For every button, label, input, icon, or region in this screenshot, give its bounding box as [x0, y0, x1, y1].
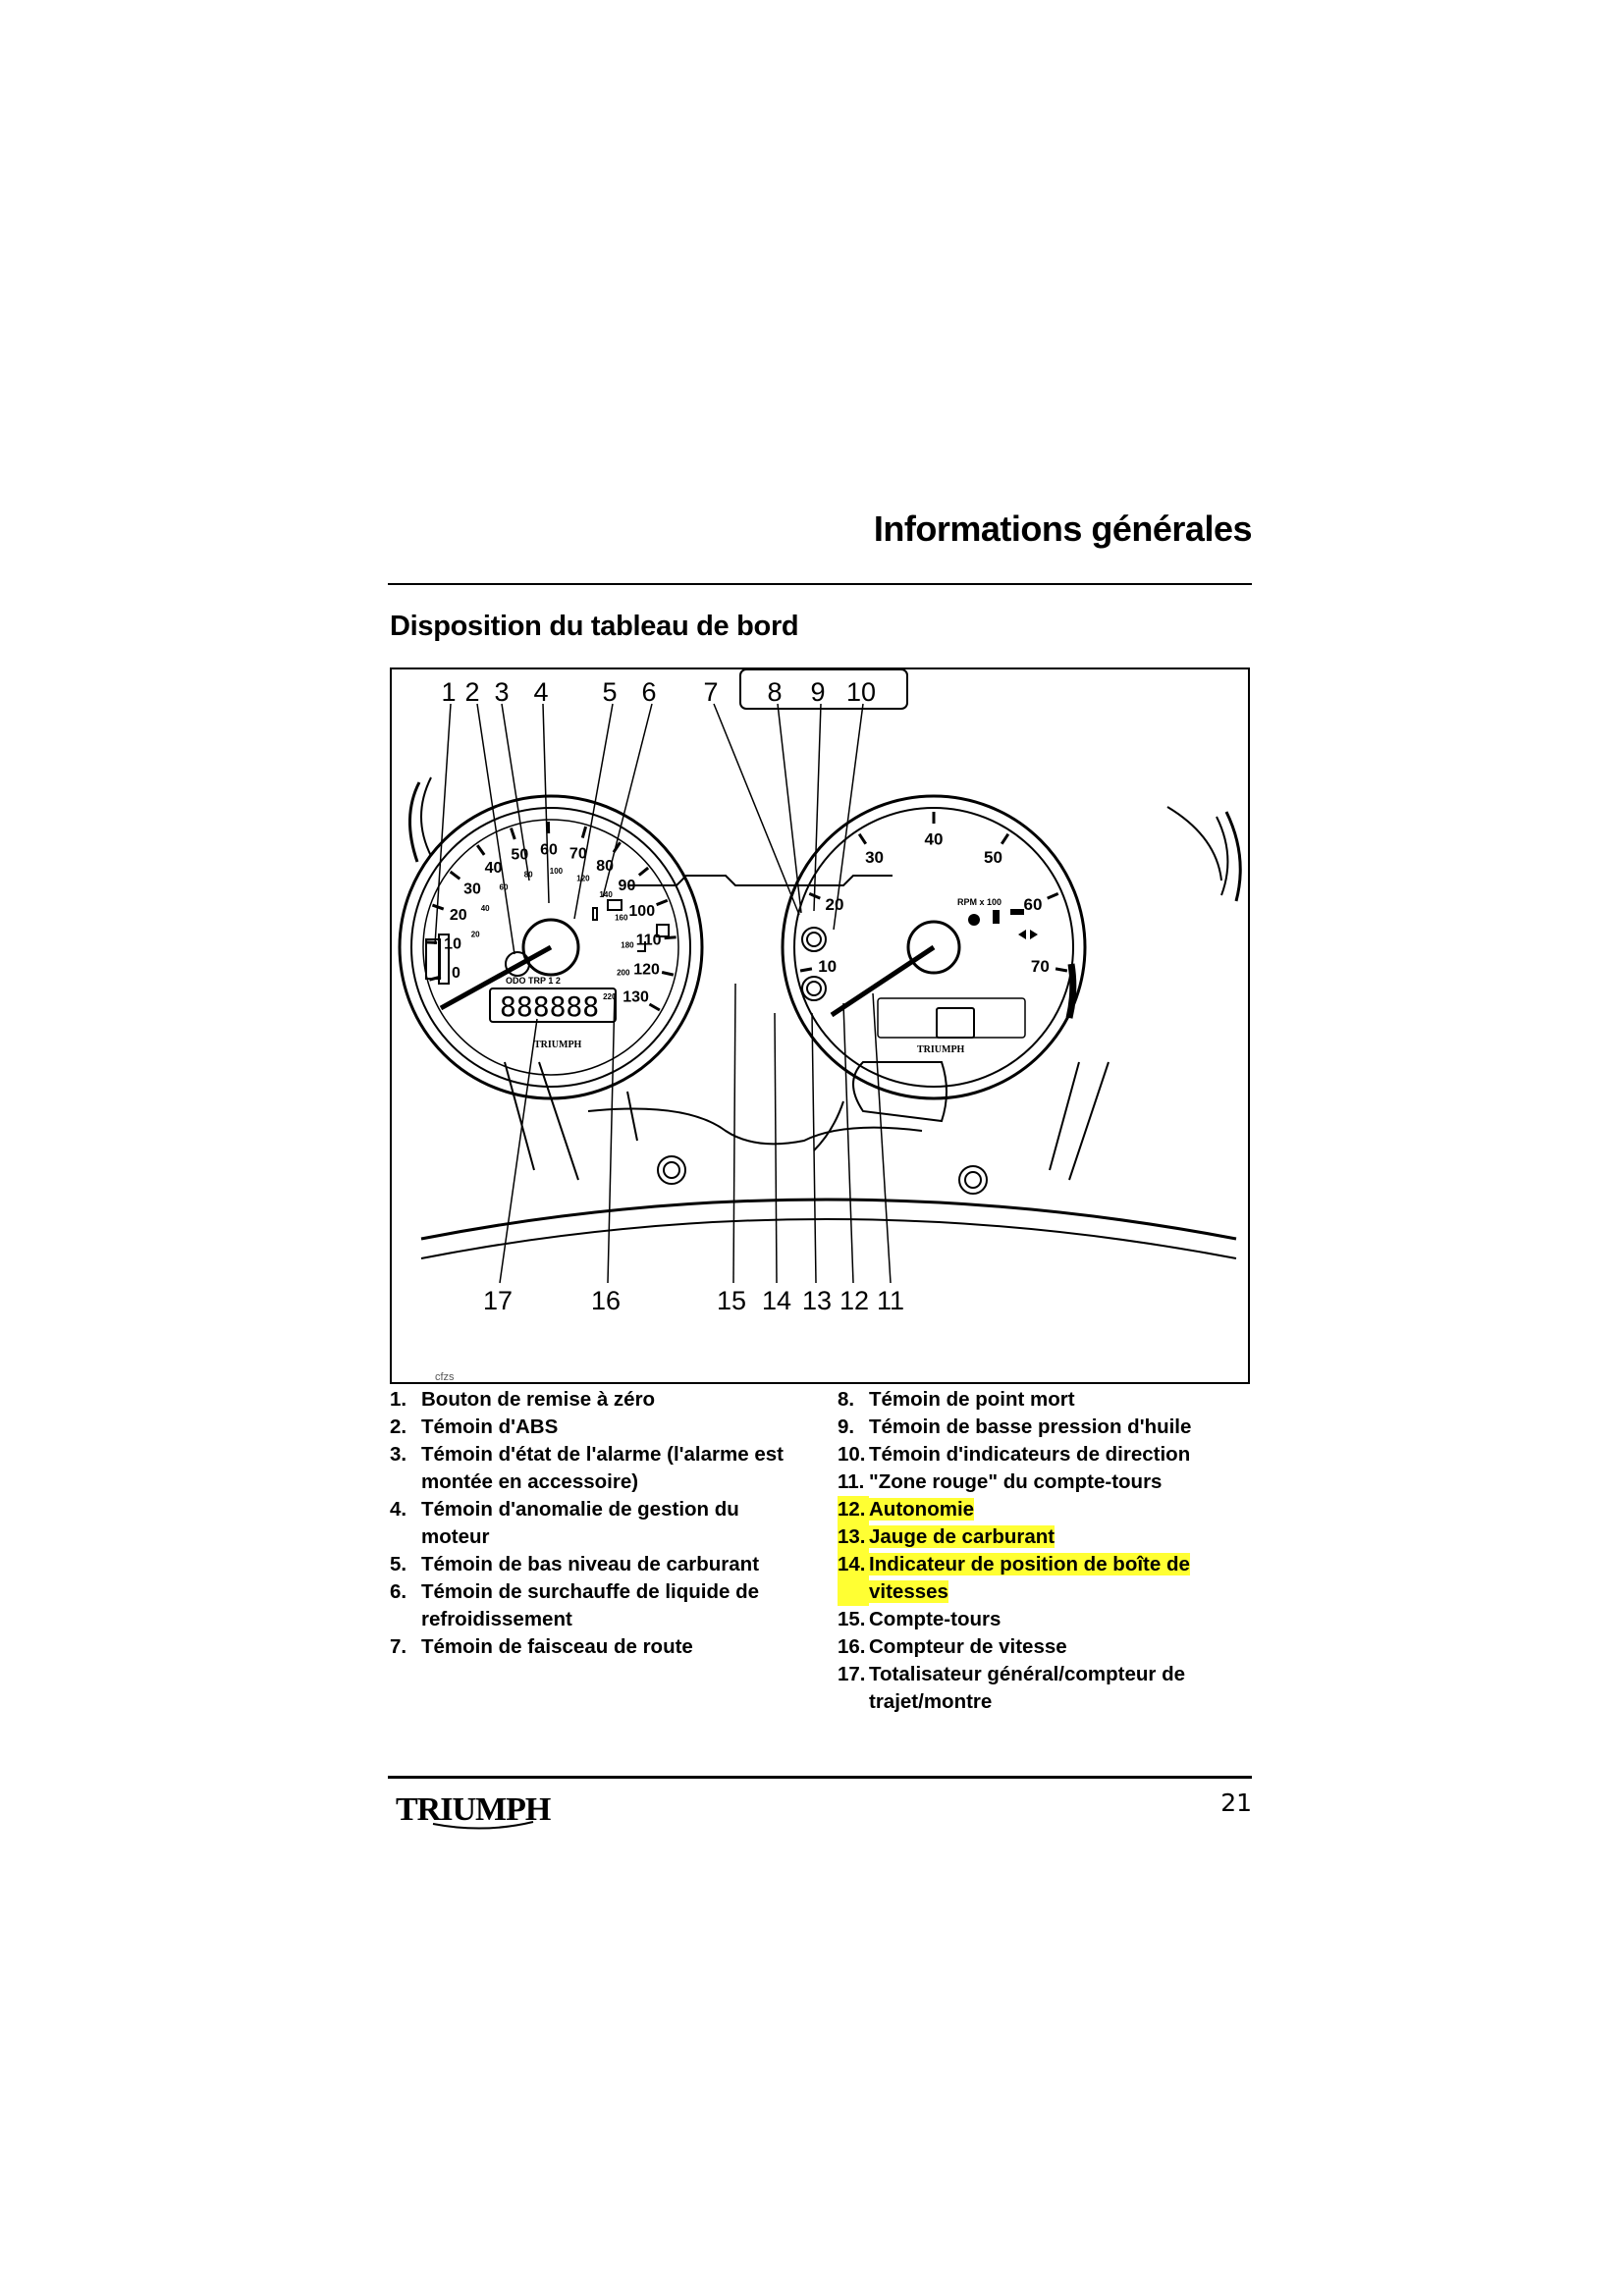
- callout-top-1: 1: [441, 677, 457, 707]
- tacho-center-label: RPM x 100: [957, 897, 1002, 907]
- speedo-label: 50: [511, 846, 529, 864]
- callout-bottom-11: 11: [876, 1286, 905, 1315]
- legend-item-text: [869, 1551, 1260, 1606]
- speedo-inner-label: 180: [621, 940, 634, 950]
- turn-left-icon: [1018, 930, 1026, 939]
- tacho-tick: [1001, 834, 1008, 844]
- speedo-label: 0: [451, 965, 460, 983]
- speedo-label: 80: [596, 857, 615, 875]
- legend-item: [838, 1414, 1260, 1441]
- legend-item-text: Témoin de faisceau de route: [421, 1635, 693, 1658]
- speedo-label: 100: [628, 902, 656, 920]
- legend-right-column: [838, 1386, 1260, 1716]
- callout-top-7: 7: [703, 677, 719, 707]
- legend-item-text: Totalisateur général/compteur de trajet/montre: [869, 1663, 1186, 1713]
- tacho-label: 10: [818, 956, 838, 976]
- tacho-label: 40: [924, 829, 944, 849]
- legend-item-number: 4.: [390, 1498, 407, 1521]
- legend-item-number: 9.: [838, 1415, 855, 1438]
- legend-item: [390, 1551, 802, 1578]
- callout-top-5: 5: [602, 677, 618, 707]
- legend-item-text: Témoin de point mort: [869, 1388, 1075, 1411]
- legend-item-number: 13.: [838, 1523, 869, 1551]
- speedo-inner-label: 120: [576, 874, 590, 883]
- callout-top-3: 3: [494, 677, 510, 707]
- callout-top-2: 2: [464, 677, 480, 707]
- tacho-tick: [859, 834, 866, 844]
- legend-item-number: 6.: [390, 1580, 407, 1603]
- speedo-lcd-value: 888888: [500, 990, 600, 1023]
- speedo-label: 30: [463, 881, 481, 898]
- speedo-label: 20: [449, 906, 467, 924]
- callout-bottom-17: 17: [482, 1286, 514, 1315]
- legend-item-number: 11.: [838, 1470, 865, 1493]
- highlighted-text: Indicateur de position de boîte de vitesses: [869, 1553, 1190, 1603]
- legend-item: [390, 1441, 802, 1496]
- legend-item-number: 15.: [838, 1608, 866, 1630]
- legend-item-text: "Zone rouge" du compte-tours: [869, 1470, 1163, 1493]
- tacho-tick: [800, 969, 812, 971]
- engine-management-icon: [608, 900, 622, 910]
- speedo-label: 40: [484, 860, 503, 878]
- tacho-label: 70: [1030, 956, 1050, 976]
- legend-item: [390, 1414, 802, 1441]
- speedo-tick: [649, 1004, 659, 1010]
- legend-item-number: 17.: [838, 1663, 866, 1685]
- speedo-label: 90: [618, 878, 636, 895]
- instrument-panel-figure: [390, 667, 1250, 1384]
- turn-right-icon: [1030, 930, 1038, 939]
- legend-item: [838, 1441, 1260, 1468]
- speedo-inner-label: 60: [499, 882, 509, 892]
- oil-pressure-icon: [1010, 909, 1024, 915]
- legend-item: [838, 1633, 1260, 1661]
- footer-rule: [388, 1776, 1252, 1779]
- legend-item: [838, 1386, 1260, 1414]
- legend-item-text: Compte-tours: [869, 1608, 1001, 1630]
- callout-bottom-13: 13: [801, 1286, 833, 1315]
- speedo-inner-label: 200: [617, 968, 630, 978]
- legend-item: [838, 1606, 1260, 1633]
- speedo-inner-label: 160: [615, 913, 628, 923]
- legend-item-text: [869, 1523, 1260, 1551]
- speedo-label: 60: [540, 841, 558, 859]
- speedo-tick: [639, 868, 648, 876]
- legend-item: [390, 1386, 802, 1414]
- legend-item-number: 5.: [390, 1553, 407, 1575]
- speedo-lcd-label: ODO TRP 1 2: [506, 976, 561, 986]
- speedo-inner-label: 140: [599, 889, 613, 899]
- legend-left-column: [390, 1386, 802, 1661]
- section-title: Informations générales: [873, 508, 1252, 549]
- tacho-brand: TRIUMPH: [917, 1044, 965, 1055]
- legend-item-text: Témoin d'état de l'alarme (l'alarme est montée en accessoire): [421, 1443, 784, 1493]
- legend-item-text: [869, 1496, 1260, 1523]
- callout-bottom-12: 12: [839, 1286, 870, 1315]
- tacho-tick: [1048, 893, 1058, 898]
- legend-item: [838, 1551, 1260, 1606]
- speedo-inner-label: 20: [470, 930, 480, 939]
- legend-item-text: Témoin de bas niveau de carburant: [421, 1553, 760, 1575]
- legend-item-text: Témoin de surchauffe de liquide de refroidissement: [421, 1580, 759, 1630]
- legend-item-text: Bouton de remise à zéro: [421, 1388, 656, 1411]
- legend-item-text: Compteur de vitesse: [869, 1635, 1067, 1658]
- legend-item: [838, 1496, 1260, 1523]
- callout-bottom-16: 16: [590, 1286, 622, 1315]
- legend-item-text: Témoin de basse pression d'huile: [869, 1415, 1192, 1438]
- speedo-tick: [657, 900, 668, 904]
- speedo-inner-label: 220: [603, 992, 617, 1002]
- callout-top-4: 4: [533, 677, 549, 707]
- legend-item-number: 14.: [838, 1551, 869, 1606]
- speedo-label: 10: [444, 935, 461, 953]
- highlighted-text: Jauge de carburant: [869, 1525, 1056, 1548]
- highlighted-text: Autonomie: [869, 1498, 975, 1521]
- speedo-tick: [582, 827, 585, 838]
- callout-top-8: 8: [767, 677, 783, 707]
- legend-item: [838, 1661, 1260, 1716]
- speedo-brand: TRIUMPH: [534, 1040, 582, 1050]
- legend-item-number: 16.: [838, 1635, 866, 1658]
- legend-item-number: 3.: [390, 1443, 407, 1466]
- callout-top-9: 9: [810, 677, 826, 707]
- legend-item-number: 8.: [838, 1388, 855, 1411]
- callout-top-6: 6: [641, 677, 657, 707]
- legend-item-number: 12.: [838, 1496, 869, 1523]
- legend-item: [838, 1523, 1260, 1551]
- callout-bottom-14: 14: [761, 1286, 792, 1315]
- speedo-label: 70: [568, 845, 587, 863]
- tacho-label: 30: [865, 847, 885, 867]
- speedo-tick: [477, 845, 484, 855]
- legend-item: [390, 1578, 802, 1633]
- svg-text:TRIUMPH: TRIUMPH: [396, 1791, 551, 1828]
- legend-item-number: 10.: [838, 1443, 866, 1466]
- callout-top-10: 10: [845, 677, 877, 707]
- tacho-label: 60: [1023, 895, 1043, 915]
- legend-item-text: Témoin d'indicateurs de direction: [869, 1443, 1191, 1466]
- legend-item: [390, 1633, 802, 1661]
- legend-item-text: Témoin d'ABS: [421, 1415, 559, 1438]
- speedo-inner-label: 100: [549, 867, 564, 877]
- legend-item-number: 7.: [390, 1635, 407, 1658]
- speedo-tick: [511, 828, 514, 839]
- tacho-label: 20: [825, 895, 844, 915]
- speedo-inner-label: 40: [480, 903, 490, 913]
- speedo-label: 110: [635, 932, 662, 949]
- legend-item: [390, 1496, 802, 1551]
- legend-item-number: 2.: [390, 1415, 407, 1438]
- legend-item-number: 1.: [390, 1388, 407, 1411]
- tacho-label: 50: [983, 847, 1002, 867]
- legend-item-text: Témoin d'anomalie de gestion du moteur: [421, 1498, 739, 1548]
- high-beam-icon: [968, 914, 980, 926]
- speedo-tick: [451, 872, 460, 879]
- page-number: 21: [1220, 1789, 1252, 1817]
- speedo-inner-label: 80: [523, 870, 533, 880]
- speedo-tick: [662, 972, 674, 975]
- alarm-icon: [593, 908, 597, 920]
- speedo-label: 120: [633, 961, 660, 979]
- triumph-logo: [396, 1787, 572, 1834]
- callout-bottom-15: 15: [716, 1286, 747, 1315]
- instrument-panel-illustration: [392, 669, 1250, 1384]
- header-rule: [388, 583, 1252, 585]
- tacho-tick: [1056, 969, 1067, 971]
- legend-item: [838, 1468, 1260, 1496]
- speedo-label: 130: [623, 988, 649, 1006]
- figure-code: cfzs: [435, 1371, 455, 1383]
- subsection-title: Disposition du tableau de bord: [390, 611, 799, 642]
- neutral-icon: [993, 910, 1000, 924]
